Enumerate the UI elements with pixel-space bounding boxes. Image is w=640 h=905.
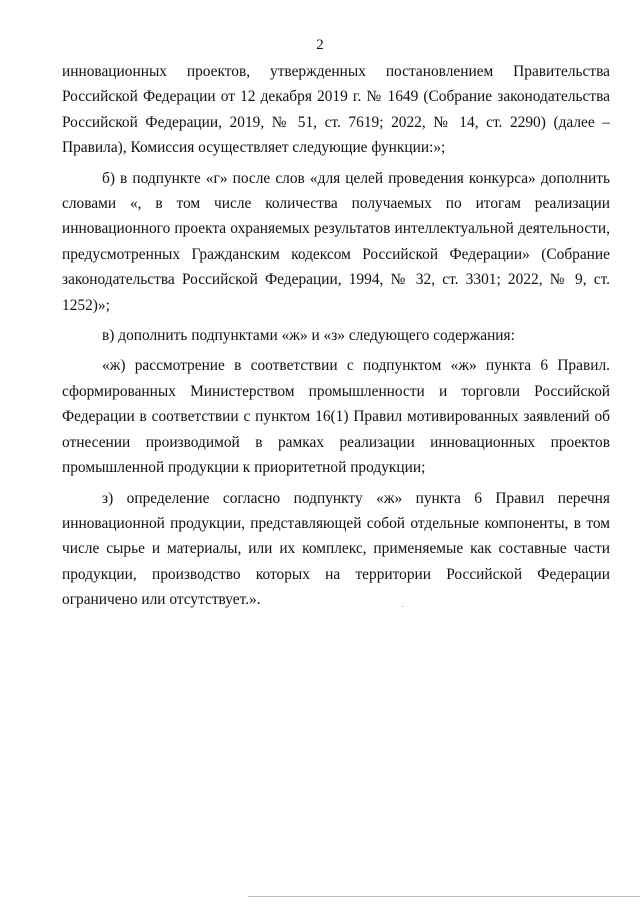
scan-artifact (402, 606, 403, 607)
paragraph-continuation: инновационных проектов, утвержденных постановлением Правительства Российской Федерации от 12 декабря 2019 г. № 1649 (Собрание законодательства Российской Федерации, 2019, № 51, ст. 7619; 2022, № 14, ст. 2290) (далее – Правила), Комиссия осуществляет следующие функции:»; (62, 63, 610, 157)
scan-edge-line (248, 896, 640, 897)
page-number: 2 (316, 37, 324, 53)
paragraph-z: з) определение согласно подпункту «ж» пункта 6 Правил перечня инновационной продукции, представляющей собой отдельные компоненты, в том числе сырье и материалы, или их комплекс, применяемые как составные части продукции, производство которых на территории Российской Федерации ограничено или отсутствует.». (62, 489, 610, 609)
document-body (62, 59, 610, 613)
paragraph-b: б) в подпункте «г» после слов «для целей проведения конкурса» дополнить словами «, в том числе количества получаемых по итогам реализации инновационного проекта охраняемых результатов интеллектуальной деятельности, предусмотренных Гражданским кодексом Российской Федерации» (Собрание законодательства Российской Федерации, 1994, № 32, ст. 3301; 2022, № 9, ст. 1252)»; (62, 169, 610, 314)
paragraph-zh: «ж) рассмотрение в соответствии с подпунктом «ж» пункта 6 Правил. сформированных Министерством промышленности и торговли Российской Федерации в соответствии с пунктом 16(1) Правил мотивированных заявлений об отнесении производимой в рамках реализации инновационных проектов промышленной продукции к приоритетной продукции; (62, 357, 610, 477)
paragraph-v: в) дополнить подпунктами «ж» и «з» следующего содержания: (102, 327, 515, 345)
